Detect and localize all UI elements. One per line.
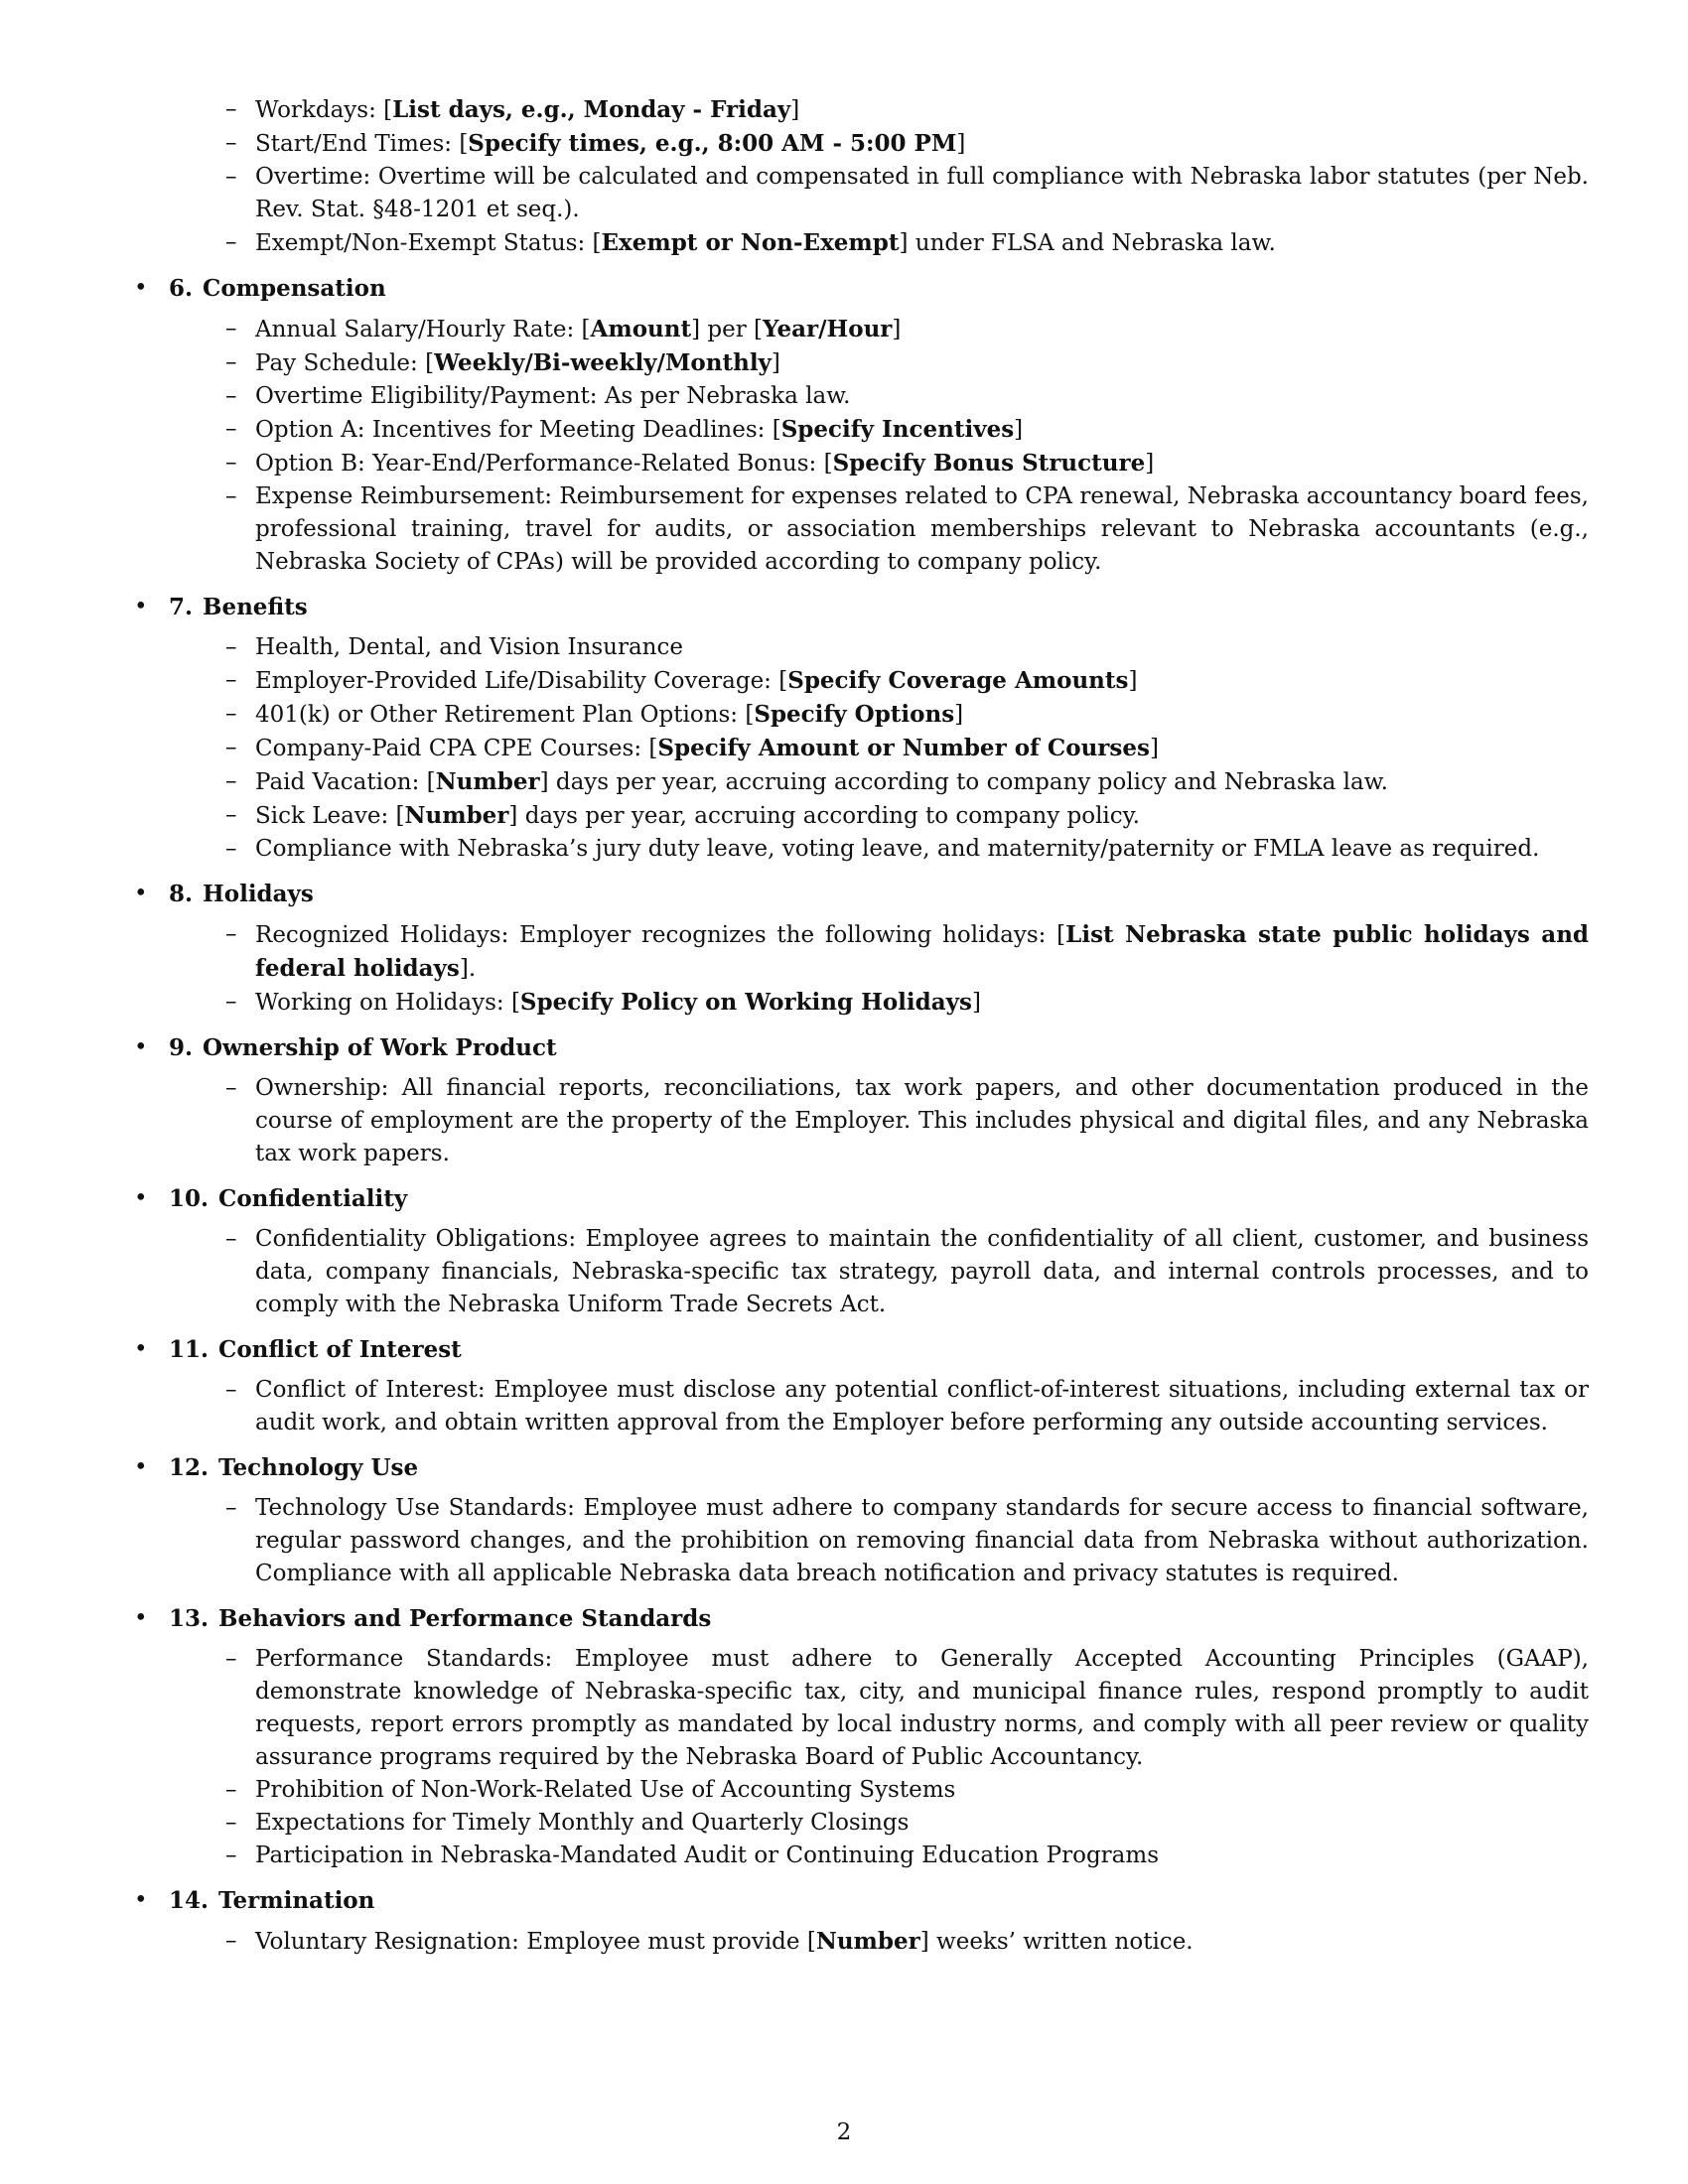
item-text: Working on Holidays: [ (255, 990, 520, 1016)
section-heading (134, 1031, 1589, 1064)
item-text: ] (771, 350, 780, 376)
section-heading (134, 1182, 1589, 1215)
item-text: Ownership: All financial reports, reconciliations, tax work papers, and other documentation produced in the course of employment are the property of the Employer. This includes physical and digital files, and any Nebraska tax work papers. (255, 1075, 1589, 1166)
section-item-list (134, 631, 1589, 866)
list-item (225, 833, 1589, 866)
section-heading (134, 272, 1589, 305)
section-number: 7. (169, 594, 194, 620)
list-item (225, 413, 1589, 447)
item-text: ]. (459, 956, 477, 982)
placeholder-text: Number (404, 802, 509, 829)
list-item (225, 161, 1589, 226)
item-text: Option B: Year-End/Performance-Related Bonus: [ (255, 451, 833, 477)
item-text: ] (892, 317, 902, 342)
list-item (225, 1774, 1589, 1807)
list-item (225, 1223, 1589, 1321)
placeholder-text: List Nebraska state public holidays and federal holidays (255, 921, 1589, 982)
item-text: Recognized Holidays: Employer recognizes the following holidays: [ (255, 922, 1066, 948)
placeholder-text: Specify Policy on Working Holidays (519, 989, 972, 1016)
section-number: 11. (169, 1336, 210, 1363)
section-title: Technology Use (218, 1454, 419, 1481)
list-item (225, 1925, 1589, 1959)
item-text: ] per [ (691, 317, 764, 342)
section-title: Benefits (203, 594, 308, 620)
placeholder-text: Specify times, e.g., 8:00 AM - 5:00 PM (468, 130, 957, 157)
list-item (225, 1840, 1589, 1872)
list-item (225, 226, 1589, 260)
placeholder-text: Specify Options (754, 701, 955, 728)
list-item (225, 765, 1589, 799)
list-item (225, 698, 1589, 732)
item-text: Participation in Nebraska-Mandated Audit or Continuing Education Programs (255, 1843, 1160, 1868)
item-text: Expectations for Timely Monthly and Quarterly Closings (255, 1810, 910, 1836)
section (134, 1031, 1589, 1170)
item-text: ] (971, 990, 981, 1016)
item-text: ] (1149, 736, 1159, 761)
section-title: Holidays (203, 881, 314, 907)
list-item (225, 918, 1589, 986)
section-number: 12. (169, 1454, 210, 1481)
list-item (225, 986, 1589, 1020)
list-item (225, 480, 1589, 579)
section-item-list (134, 1492, 1589, 1590)
item-text: Health, Dental, and Vision Insurance (255, 634, 683, 660)
list-item (225, 1492, 1589, 1590)
placeholder-text: Weekly/Bi-weekly/Monthly (434, 349, 772, 376)
list-item (225, 1374, 1589, 1439)
item-text: Annual Salary/Hourly Rate: [ (255, 317, 591, 342)
placeholder-text: Specify Bonus Structure (832, 450, 1146, 477)
list-item (225, 447, 1589, 480)
item-text: Overtime: Overtime will be calculated and compensated in full compliance with Nebraska labor statutes (per Neb. Rev. Stat. §48-1201 et seq.). (255, 164, 1589, 222)
section-intro (134, 93, 1589, 260)
placeholder-text: List days, e.g., Monday - Friday (392, 96, 791, 123)
list-item (225, 93, 1589, 127)
section-item-list (134, 1925, 1589, 1959)
item-text: 401(k) or Other Retirement Plan Options: [ (255, 702, 755, 728)
item-text: Conflict of Interest: Employee must disclose any potential conflict-of-interest situations, including external tax or audit work, and obtain written approval from the Employer before performing any outside accounting services. (255, 1377, 1589, 1435)
section (134, 591, 1589, 866)
item-text: ] (1145, 451, 1155, 477)
section-item-list (134, 918, 1589, 1020)
section-number: 6. (169, 275, 194, 302)
list-item (225, 313, 1589, 346)
section-number: 9. (169, 1034, 194, 1061)
placeholder-text: Amount (590, 316, 692, 342)
section-heading (134, 1602, 1589, 1635)
item-text: Confidentiality Obligations: Employee agrees to maintain the confidentiality of all client, customer, and business data, company financials, Nebraska-specific tax strategy, payroll data, and internal controls processes, and to comply with the Nebraska Uniform Trade Secrets Act. (255, 1226, 1589, 1317)
placeholder-text: Specify Incentives (780, 416, 1015, 443)
item-text: Compliance with Nebraska’s jury duty leave, voting leave, and maternity/paternity or FMLA leave as required. (255, 836, 1540, 862)
item-text: Exempt/Non-Exempt Status: [ (255, 230, 602, 256)
list-item (225, 380, 1589, 413)
list-item (225, 127, 1589, 161)
section-number: 14. (169, 1887, 210, 1914)
section-title: Behaviors and Performance Standards (218, 1605, 712, 1632)
item-text: Sick Leave: [ (255, 803, 405, 829)
item-text: Paid Vacation: [ (255, 769, 436, 795)
section-number: 13. (169, 1605, 210, 1632)
section-heading (134, 1333, 1589, 1366)
list-item (225, 631, 1589, 664)
item-text: Expense Reimbursement: Reimbursement for expenses related to CPA renewal, Nebraska accountancy board fees, professional training, travel for audits, or association memberships relevant to Nebraska accountants (e.g., Nebraska Society of CPAs) will be provided according to company policy. (255, 483, 1589, 575)
item-text: ] (956, 131, 966, 157)
item-text: ] under FLSA and Nebraska law. (899, 230, 1276, 256)
placeholder-text: Number (435, 768, 540, 795)
item-text: ] (954, 702, 964, 728)
placeholder-text: Number (815, 1928, 920, 1955)
section-item-list (134, 1223, 1589, 1321)
item-text: ] (790, 97, 800, 123)
placeholder-text: Year/Hour (763, 316, 893, 342)
item-text: Employer-Provided Life/Disability Coverage: [ (255, 668, 788, 694)
item-text: Workdays: [ (255, 97, 393, 123)
item-text: ] weeks’ written notice. (919, 1929, 1194, 1955)
item-text: Overtime Eligibility/Payment: As per Nebraska law. (255, 383, 851, 409)
section (134, 272, 1589, 579)
section-item-list (134, 1072, 1589, 1170)
item-text: ] days per year, accruing according to company policy and Nebraska law. (539, 769, 1388, 795)
placeholder-text: Specify Coverage Amounts (787, 667, 1129, 694)
intro-item-list (134, 93, 1589, 260)
item-text: Prohibition of Non-Work-Related Use of Accounting Systems (255, 1777, 956, 1803)
item-text: Company-Paid CPA CPE Courses: [ (255, 736, 658, 761)
section-title: Ownership of Work Product (203, 1034, 557, 1061)
section (134, 1884, 1589, 1959)
section (134, 1333, 1589, 1439)
section (134, 1182, 1589, 1321)
section-title: Conflict of Interest (218, 1336, 462, 1363)
list-item (225, 1072, 1589, 1170)
list-item (225, 1643, 1589, 1774)
section-heading (134, 878, 1589, 910)
section-heading (134, 1884, 1589, 1917)
section-title: Compensation (203, 275, 386, 302)
section-list (134, 272, 1589, 1959)
item-text: Option A: Incentives for Meeting Deadlines: [ (255, 417, 781, 443)
list-item (225, 1807, 1589, 1840)
section-title: Confidentiality (218, 1185, 408, 1212)
section-title: Termination (218, 1887, 375, 1914)
document-body (134, 93, 1589, 1971)
item-text: Start/End Times: [ (255, 131, 469, 157)
section-item-list (134, 1643, 1589, 1872)
placeholder-text: Exempt or Non-Exempt (601, 229, 900, 256)
item-text: Performance Standards: Employee must adhere to Generally Accepted Accounting Principles (GAAP), demonstrate knowledge of Nebraska-specific tax, city, and municipal finance rules, respond promptly to audit requests, report errors promptly as mandated by local industry norms, and comply with all peer review or quality assurance programs required by the Nebraska Board of Public Accountancy. (255, 1646, 1589, 1770)
list-item (225, 664, 1589, 698)
placeholder-text: Specify Amount or Number of Courses (657, 735, 1150, 761)
item-text: Technology Use Standards: Employee must adhere to company standards for secure access to financial software, regular password changes, and the prohibition on removing financial data from Nebraska without authorization. Compliance with all applicable Nebraska data breach notification and privacy statutes is required. (255, 1495, 1589, 1586)
section (134, 1451, 1589, 1590)
section-number: 8. (169, 881, 194, 907)
item-text: Voluntary Resignation: Employee must provide [ (255, 1929, 816, 1955)
section (134, 1602, 1589, 1872)
item-text: Pay Schedule: [ (255, 350, 435, 376)
section-item-list (134, 1374, 1589, 1439)
list-item (225, 346, 1589, 380)
item-text: ] (1014, 417, 1024, 443)
list-item (225, 732, 1589, 765)
section-item-list (134, 313, 1589, 579)
item-text: ] (1128, 668, 1138, 694)
page-number: 2 (836, 2119, 852, 2145)
list-item (225, 799, 1589, 833)
section-heading (134, 591, 1589, 623)
item-text: ] days per year, accruing according to company policy. (508, 803, 1140, 829)
section-heading (134, 1451, 1589, 1484)
section (134, 878, 1589, 1020)
section-number: 10. (169, 1185, 210, 1212)
